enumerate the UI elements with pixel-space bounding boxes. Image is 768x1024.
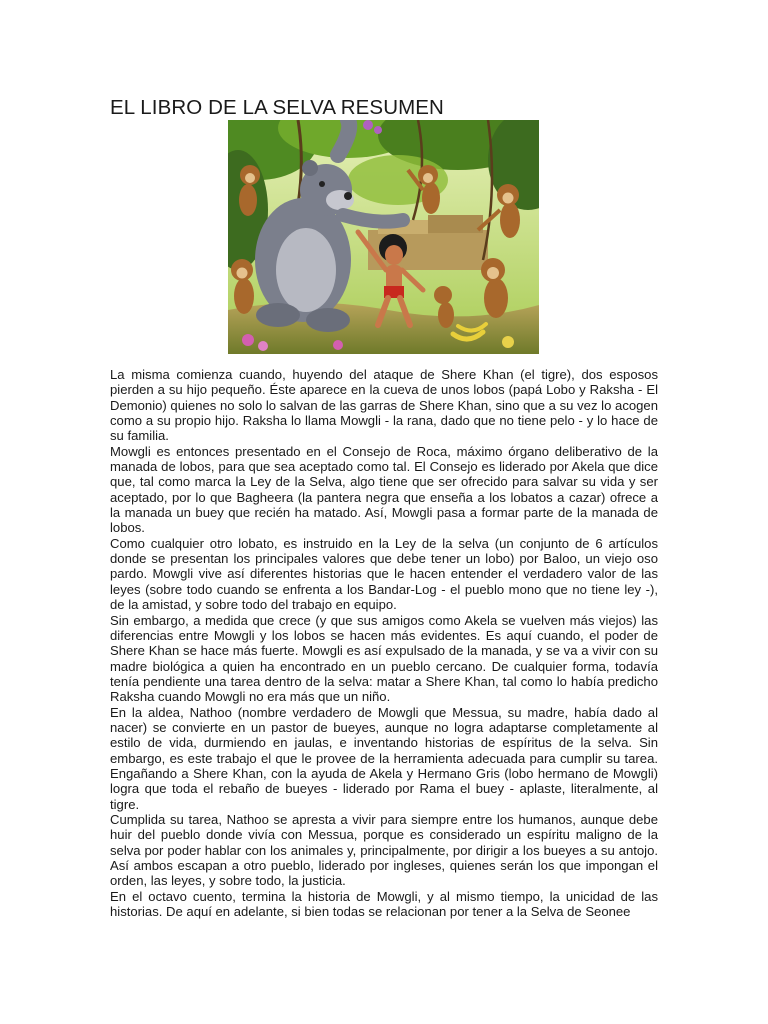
paragraph: Como cualquier otro lobato, es instruido en la Ley de la selva (un conjunto de 6 artículos donde se presentan los principales valores que debe tener un lobo) por Baloo, un viejo oso pardo. Mowgli vive así diferentes historias que le hacen entender el verdadero valor de las leyes (sobre todo cuando se enfrenta a los Bandar-Log - el pueblo mono que no tiene ley -), de la amistad, y sobre todo del trabajo en equipo.	[110, 535, 658, 613]
paragraph: Cumplida su tarea, Nathoo se apresta a vivir para siempre entre los humanos, aunque debe huir del pueblo donde vivía con Messua, porque es considerado un espíritu maligno de la selva por poder hablar con los animales y, principalmente, por dirigir a los bueyes a su antojo. Así ambos escapan a otro pueblo, liderado por ingleses, quienes serán los que impongan el orden, las leyes, y sobre todo, la justicia.	[110, 811, 658, 889]
paragraph: Mowgli es entonces presentado en el Consejo de Roca, máximo órgano deliberativo de la manada de lobos, para que sea aceptado como tal. El Consejo es liderado por Akela que dice que, tal como marca la Ley de la Selva, algo tiene que ser ofrecido para salvar su vida y ser aceptado, por lo que Bagheera (la pantera negra que enseña a los lobatos a cazar) ofrece a la manada un buey que recién ha matado. Así, Mowgli pasa a formar parte de la manada de lobos.	[110, 443, 658, 536]
paragraph: Sin embargo, a medida que crece (y que sus amigos como Akela se vuelven más viejos) las diferencias entre Mowgli y los lobos se hacen más evidentes. Es aquí cuando, el poder de Shere Khan se hace más fuerte. Mowgli es así expulsado de la manada, y se va a vivir con su madre biológica a quien ha encontrado en un pueblo cercano. De cualquier forma, todavía tenía pendiente una tarea dentro de la selva: matar a Shere Khan, tal como lo había predicho Raksha cuando Mowgli no era más que un niño.	[110, 612, 658, 705]
paragraph: La misma comienza cuando, huyendo del ataque de Shere Khan (el tigre), dos esposos pierden a su hijo pequeño. Éste aparece en la cueva de unos lobos (papá Lobo y Raksha - El Demonio) quienes no solo lo salvan de las garras de Shere Khan, sino que a su vez lo acogen como a su propio hijo. Raksha lo llama Mowgli - la rana, dado que no tiene pelo - y lo hace de su familia.	[110, 367, 658, 444]
document-title: EL LIBRO DE LA SELVA RESUMEN	[110, 96, 444, 119]
paragraph: En el octavo cuento, termina la historia de Mowgli, y al mismo tiempo, la unicidad de las historias. De aquí en adelante, si bien todas se relacionan por tener a la Selva de Seonee	[110, 888, 658, 920]
paragraph: En la aldea, Nathoo (nombre verdadero de Mowgli que Messua, su madre, había dado al nacer) se convierte en un pastor de bueyes, aunque no logra adaptarse completamente al estilo de vida, durmiendo en jaulas, e inventando historias de espíritus de la selva. Sin embargo, es este trabajo el que le provee de la herramienta adecuada para cumplir su tarea. Engañando a Shere Khan, con la ayuda de Akela y Hermano Gris (lobo hermano de Mowgli) logra que toda el rebaño de bueyes - liderado por Rama el buey - aplaste, literalmente, al tigre.	[110, 704, 658, 812]
document-body	[110, 367, 658, 919]
jungle-book-illustration	[228, 120, 539, 354]
